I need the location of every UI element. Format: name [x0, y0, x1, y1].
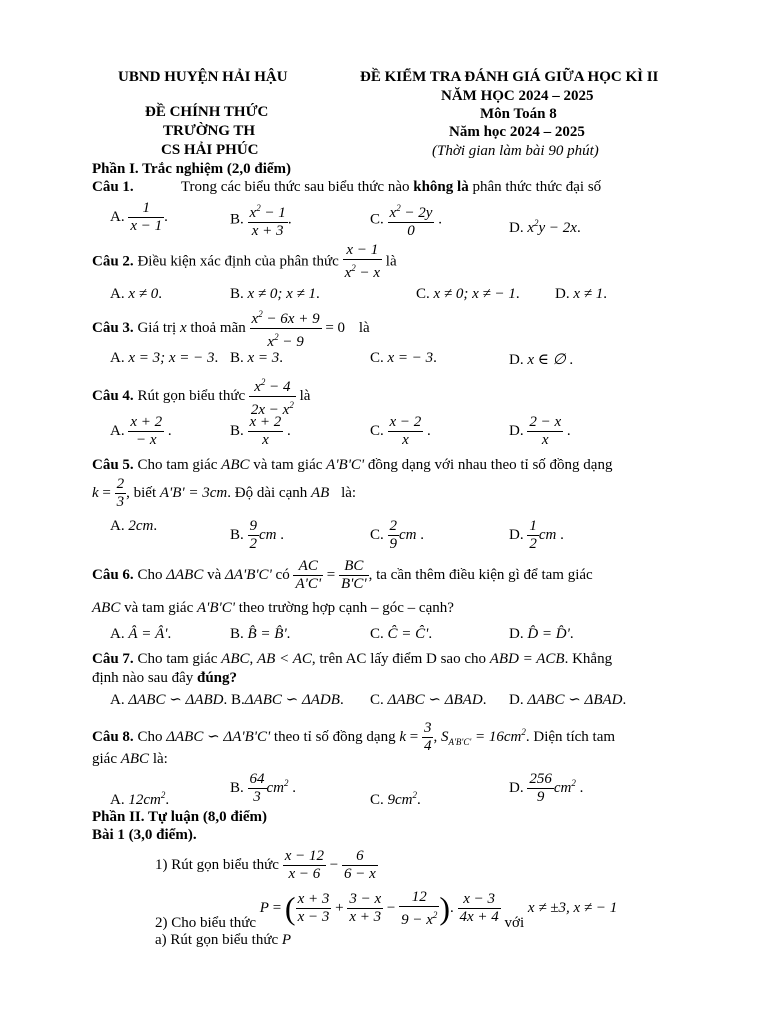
q4-option-a[interactable]: A. $\frac{x + 2}{- x}$ .	[110, 414, 172, 448]
q8-option-b[interactable]: B. $\frac{64}{3}$ $cm^2$ .	[230, 771, 297, 805]
q5-stem-line2: k = $\frac{2}{3}$ , biết A'B' = 3cm. Độ dài cạnh AB là:	[92, 476, 357, 510]
header-right-line5: (Thời gian làm bài 90 phút)	[432, 143, 599, 159]
q3-option-c[interactable]: C. x = − 3.	[370, 350, 437, 366]
q6-stem-line1: Câu 6. Cho ΔABC và ΔA'B'C' có $\frac{AC}{A'C'}$ = $\frac{BC}{B'C'}$ , ta cần thêm điều kiện gì để tam giác	[92, 558, 593, 592]
q2-option-b[interactable]: B. x ≠ 0; x ≠ 1.	[230, 286, 320, 302]
q2-option-c[interactable]: C. x ≠ 0; x ≠ − 1.	[416, 286, 520, 302]
q5-option-a[interactable]: A. 2cm.	[110, 518, 158, 534]
q3-option-d[interactable]: D. x ∈ ∅ .	[509, 352, 574, 368]
q6-option-d[interactable]: D. D̂ = D̂'.	[509, 626, 574, 642]
q7-option-b[interactable]: B.ΔABC ∽ ΔADB.	[231, 692, 344, 708]
bai1-item2a: a) Rút gọn biểu thức P	[155, 932, 292, 948]
q2-option-d[interactable]: D. x ≠ 1.	[555, 286, 607, 302]
q7-stem-line1: Câu 7. Cho tam giác ABC, AB < AC, trên AC lấy điểm D sao cho ABD = ACB. Khẳng	[92, 651, 613, 667]
q7-option-c[interactable]: C. ΔABC ∽ ΔBAD.	[370, 692, 487, 708]
q1-option-b[interactable]: B. $\frac{x^2 - 1}{x + 3}$ .	[230, 200, 292, 240]
q3-stem: Câu 3. Giá trị x thoả mãn $\frac{x^2 - 6x + 9}{x^2 - 9}$ = 0 là	[92, 306, 370, 351]
q8-option-a[interactable]: A. $12cm^2$.	[110, 790, 170, 808]
q1-option-a[interactable]: A. $\frac{1}{x - 1}$ .	[110, 200, 168, 234]
header-right-line4: Năm học 2024 – 2025	[449, 124, 585, 140]
q1-option-c[interactable]: C. $\frac{x^2 - 2y}{0}$ .	[370, 200, 442, 240]
q7-stem-line2: định nào sau đây đúng?	[92, 670, 238, 686]
header-right-line3: Môn Toán 8	[480, 106, 557, 122]
q8-stem-line2: giác ABC là:	[92, 751, 168, 767]
q5-option-b[interactable]: B. $\frac{9}{2}$ cm .	[230, 518, 285, 552]
q1-option-d[interactable]: D. $x^2y - 2x$.	[509, 218, 581, 236]
q4-option-c[interactable]: C. $\frac{x - 2}{x}$ .	[370, 414, 431, 448]
q5-option-c[interactable]: C. $\frac{2}{9}$ cm .	[370, 518, 425, 552]
header-right-line2: NĂM HỌC 2024 – 2025	[441, 88, 594, 104]
bai1-title: Bài 1 (3,0 điểm).	[92, 827, 197, 843]
q6-option-c[interactable]: C. Ĉ = Ĉ'.	[370, 626, 433, 642]
part1-title: Phần I. Trắc nghiệm (2,0 điểm)	[92, 161, 292, 177]
bai1-item1: 1) Rút gọn biểu thức $\frac{x - 12}{x - 6}$ − $\frac{6}{6 - x}$	[155, 848, 376, 882]
q6-option-b[interactable]: B. B̂ = B̂'.	[230, 626, 291, 642]
q2-stem: Câu 2. Điều kiện xác định của phân thức $\frac{x - 1}{x^2 - x}$ là	[92, 242, 397, 281]
q2-option-a[interactable]: A. x ≠ 0.	[110, 286, 162, 302]
q4-stem: Câu 4. Rút gọn biểu thức $\frac{x^2 - 4}{2x - x^2}$ là	[92, 374, 310, 419]
q4-option-d[interactable]: D. $\frac{2 - x}{x}$ .	[509, 414, 571, 448]
header-left-line1: UBND HUYỆN HẢI HẬU	[118, 69, 288, 85]
q6-option-a[interactable]: A. Â = Â'.	[110, 626, 172, 642]
header-left-line2: ĐỀ CHÍNH THỨC	[145, 104, 269, 120]
q1-stem: Câu 1. Trong các biểu thức sau biểu thức nào không là phân thức thức đại số	[92, 179, 602, 195]
q7-option-a[interactable]: A. ΔABC ∽ ΔABD.	[110, 692, 228, 708]
q5-stem-line1: Câu 5. Cho tam giác ABC và tam giác A'B'C' đồng dạng với nhau theo tỉ số đồng dạng	[92, 457, 613, 473]
q3-option-b[interactable]: B. x = 3.	[230, 350, 284, 366]
q8-stem-line1: Câu 8. Cho ΔABC ∽ ΔA'B'C' theo tỉ số đồng dạng k = $\frac{3}{4}$ , $S_{A'B'C'} = 16cm^2$. Diện tích tam	[92, 720, 616, 754]
q6-stem-line2: ABC và tam giác A'B'C' theo trường hợp cạnh – góc – cạnh?	[92, 600, 454, 616]
header-right-line1: ĐỀ KIỂM TRA ĐÁNH GIÁ GIỮA HỌC KÌ II	[360, 69, 659, 85]
q3-option-a[interactable]: A. x = 3; x = − 3.	[110, 350, 219, 366]
bai1-item2: 2) Cho biểu thức P = ( $\frac{x + 3}{x - 3}$ + $\frac{3 - x}{x + 3}$ − $\frac{12}{9 - x^2}$ ). $\frac{x - 3}{4x + 4}$ với x ≠ ±3, x ≠ − 1	[155, 888, 618, 931]
header-left-line4: CS HẢI PHÚC	[161, 142, 259, 158]
part2-title: Phần II. Tự luận (8,0 điểm)	[92, 809, 268, 825]
q4-option-b[interactable]: B. $\frac{x + 2}{x}$ .	[230, 414, 291, 448]
q8-option-d[interactable]: D. $\frac{256}{9}$ $cm^2$ .	[509, 771, 584, 805]
q5-option-d[interactable]: D. $\frac{1}{2}$ cm .	[509, 518, 564, 552]
q7-option-d[interactable]: D. ΔABC ∽ ΔBAD.	[509, 692, 627, 708]
header-left-line3: TRƯỜNG TH	[163, 123, 256, 139]
q8-option-c[interactable]: C. $9cm^2$.	[370, 790, 421, 808]
